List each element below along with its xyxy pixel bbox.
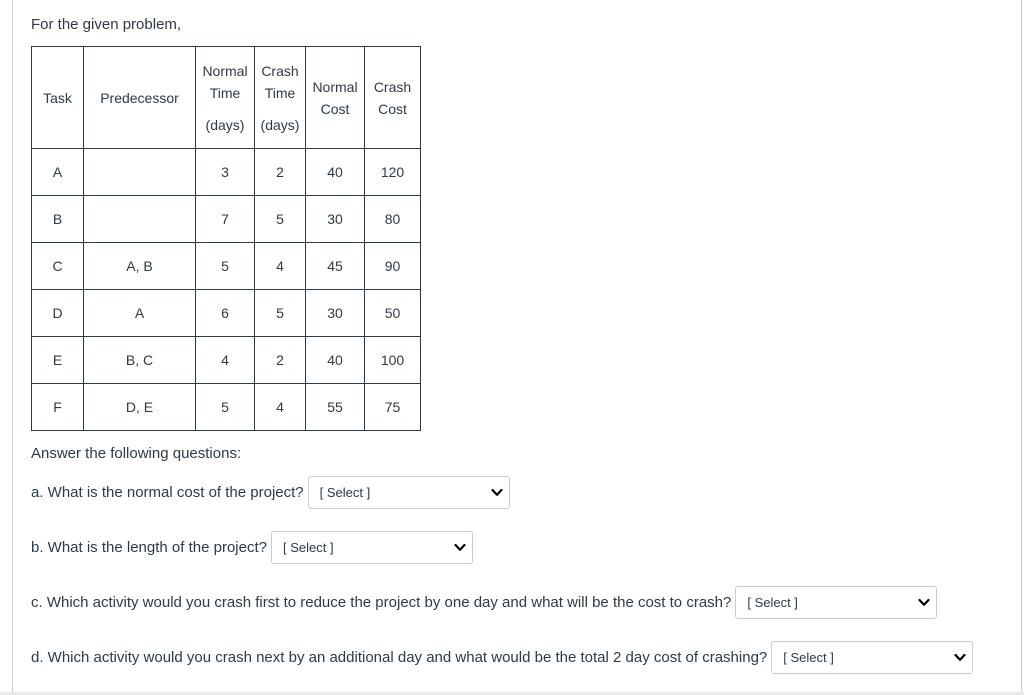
question-c-select[interactable] — [735, 586, 937, 619]
header-predecessor: Predecessor — [84, 47, 196, 149]
cell-normal-cost: 30 — [306, 290, 365, 337]
question-c-select-value: [ Select ] — [747, 595, 798, 610]
header-task: Task — [32, 47, 84, 149]
cell-predecessor — [84, 149, 196, 196]
table-row — [32, 290, 421, 337]
cell-task: E — [32, 337, 84, 384]
cell-crash-time: 2 — [255, 337, 306, 384]
cell-crash-time: 5 — [255, 196, 306, 243]
question-a — [31, 476, 510, 509]
cell-crash-cost: 120 — [365, 149, 421, 196]
chevron-down-icon — [918, 598, 930, 607]
question-b — [31, 531, 473, 564]
cell-normal-time: 6 — [196, 290, 255, 337]
cell-normal-time: 4 — [196, 337, 255, 384]
cell-crash-cost: 100 — [365, 337, 421, 384]
header-normal-time-unit: (days) — [205, 116, 245, 133]
cell-task: F — [32, 384, 84, 431]
cell-normal-time: 5 — [196, 384, 255, 431]
cell-normal-cost: 45 — [306, 243, 365, 290]
cell-normal-cost: 55 — [306, 384, 365, 431]
cell-crash-cost: 50 — [365, 290, 421, 337]
cell-normal-time: 5 — [196, 243, 255, 290]
cell-crash-cost: 90 — [365, 243, 421, 290]
question-c-text: c. Which activity would you crash first to reduce the project by one day and what will be the cost to crash? — [31, 593, 732, 611]
cell-predecessor: D, E — [84, 384, 196, 431]
cell-predecessor — [84, 196, 196, 243]
header-normal-time — [196, 47, 255, 149]
header-normal-time-line2: Time — [209, 84, 241, 101]
header-normal-cost-line2: Cost — [320, 100, 350, 117]
chevron-down-icon — [491, 488, 503, 497]
table-header-row — [32, 47, 421, 149]
cell-predecessor: A — [84, 290, 196, 337]
cell-predecessor: B, C — [84, 337, 196, 384]
question-a-text: a. What is the normal cost of the project? — [31, 483, 304, 501]
header-crash-time-line2: Time — [264, 84, 296, 101]
table-row — [32, 196, 421, 243]
header-crash-time-line1: Crash — [261, 62, 299, 79]
cell-task: A — [32, 149, 84, 196]
question-c — [31, 586, 937, 619]
question-d-text: d. Which activity would you crash next by an additional day and what would be the total 2 day cost of crashing? — [31, 648, 768, 666]
task-table — [31, 46, 421, 431]
header-crash-cost — [365, 47, 421, 149]
cell-task: C — [32, 243, 84, 290]
cell-task: B — [32, 196, 84, 243]
cell-crash-time: 2 — [255, 149, 306, 196]
intro-text: For the given problem, — [31, 16, 182, 33]
header-crash-cost-line2: Cost — [378, 100, 407, 117]
question-b-text: b. What is the length of the project? — [31, 538, 267, 556]
cell-normal-time: 7 — [196, 196, 255, 243]
header-crash-time-unit: (days) — [260, 116, 300, 133]
cell-crash-time: 5 — [255, 290, 306, 337]
cell-normal-cost: 40 — [306, 337, 365, 384]
cell-crash-cost: 75 — [365, 384, 421, 431]
header-crash-time — [255, 47, 306, 149]
cell-task: D — [32, 290, 84, 337]
header-crash-cost-line1: Crash — [373, 78, 412, 95]
table-row — [32, 149, 421, 196]
question-a-select[interactable] — [308, 476, 510, 509]
chevron-down-icon — [454, 543, 466, 552]
header-normal-cost — [306, 47, 365, 149]
question-d-select-value: [ Select ] — [783, 650, 834, 665]
cell-crash-time: 4 — [255, 384, 306, 431]
question-b-select[interactable] — [271, 531, 473, 564]
cell-normal-time: 3 — [196, 149, 255, 196]
question-a-select-value: [ Select ] — [319, 485, 371, 500]
table-row — [32, 337, 421, 384]
cell-crash-cost: 80 — [365, 196, 421, 243]
question-d — [31, 641, 973, 674]
cell-predecessor: A, B — [84, 243, 196, 290]
cell-normal-cost: 30 — [306, 196, 365, 243]
question-d-select[interactable] — [771, 641, 973, 674]
cell-normal-cost: 40 — [306, 149, 365, 196]
cell-crash-time: 4 — [255, 243, 306, 290]
table-row — [32, 243, 421, 290]
header-normal-time-line1: Normal — [202, 62, 248, 79]
question-b-select-value: [ Select ] — [282, 540, 334, 555]
answer-heading: Answer the following questions: — [31, 445, 242, 462]
table-row — [32, 384, 421, 431]
header-normal-cost-line1: Normal — [312, 78, 358, 95]
chevron-down-icon — [954, 653, 966, 662]
